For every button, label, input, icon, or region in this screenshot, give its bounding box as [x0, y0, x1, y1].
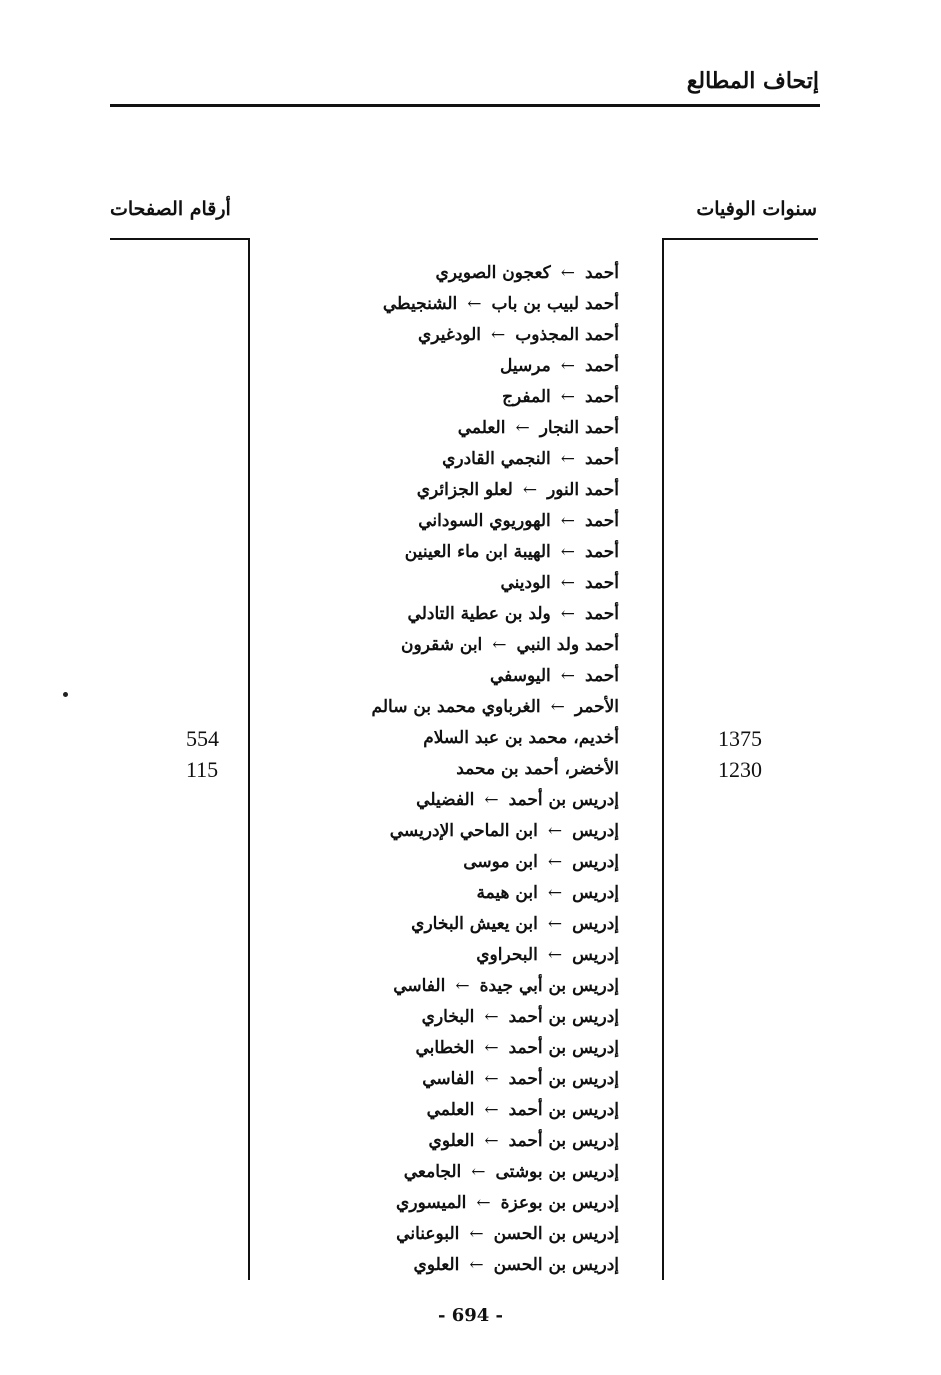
see-arrow-icon: ←	[547, 914, 563, 934]
index-entry	[289, 1188, 619, 1219]
see-arrow-icon: ←	[560, 263, 576, 283]
entry-name: إدريس بن أبي جيدة	[479, 976, 619, 996]
entry-reference: الفضيلي	[416, 790, 475, 810]
entry-reference: الهوريوي السوداني	[418, 511, 551, 531]
see-arrow-icon: ←	[550, 697, 565, 717]
see-arrow-icon: ←	[560, 604, 576, 624]
entry-name: أحمد	[585, 449, 619, 469]
index-entry	[289, 1033, 619, 1064]
see-arrow-icon: ←	[469, 1224, 484, 1244]
entry-reference: ولد بن عطية التادلي	[407, 604, 551, 624]
index-entry	[289, 1250, 619, 1281]
entry-reference: ابن موسى	[463, 852, 538, 872]
see-arrow-icon: ←	[484, 1038, 499, 1058]
entry-name: إدريس	[572, 883, 619, 903]
entry-name: أحمد	[585, 666, 619, 686]
entry-reference: الخطابي	[415, 1038, 475, 1058]
entry-name: أحمد لبيب بن باب	[491, 294, 619, 314]
see-arrow-icon: ←	[560, 573, 576, 593]
entry-reference: الغرباوي محمد بن سالم	[371, 697, 541, 717]
entry-name: أحمد	[585, 604, 619, 624]
entry-reference: لعلو الجزائري	[416, 480, 513, 500]
index-entry	[289, 754, 619, 785]
entry-reference: الوديني	[500, 573, 551, 593]
entry-name: أحمد	[585, 511, 619, 531]
death-year: 1375	[718, 726, 762, 751]
entry-name: إدريس بن بوشتى	[495, 1162, 619, 1182]
entry-name: أحمد	[585, 573, 619, 593]
see-arrow-icon: ←	[484, 790, 499, 810]
margin-dot	[63, 692, 68, 697]
index-entry	[289, 320, 619, 351]
entry-text: الأخضر، أحمد بن محمد	[456, 759, 619, 779]
page-ref: 554	[186, 726, 219, 751]
death-years-header: سنوات الوفيات	[696, 198, 817, 220]
index-entry	[289, 537, 619, 568]
see-arrow-icon: ←	[560, 387, 576, 407]
entry-name: إدريس	[572, 821, 619, 841]
entry-name: إدريس بن أحمد	[508, 790, 619, 810]
see-arrow-icon: ←	[560, 356, 576, 376]
index-entry	[289, 723, 619, 754]
entry-reference: الهيبة ابن ماء العينين	[404, 542, 551, 562]
entry-reference: ابن شقرون	[401, 635, 483, 655]
index-entry	[289, 940, 619, 971]
index-entry	[289, 475, 619, 506]
see-arrow-icon: ←	[547, 852, 563, 872]
entry-reference: اليوسفي	[489, 666, 551, 686]
index-entry	[289, 878, 619, 909]
index-entry	[289, 909, 619, 940]
index-entry	[289, 661, 619, 692]
page-number: - 694 -	[437, 1305, 504, 1326]
entry-name: إدريس	[572, 945, 619, 965]
entry-reference: العلمي	[457, 418, 506, 438]
index-entry	[289, 568, 619, 599]
header-rule	[110, 104, 820, 107]
see-arrow-icon: ←	[560, 511, 576, 531]
entry-reference: الشنجيطي	[382, 294, 458, 314]
index-entry	[289, 413, 619, 444]
index-entry	[289, 258, 619, 289]
entry-name: إدريس بن أحمد	[508, 1131, 619, 1151]
entry-name: إدريس بن أحمد	[508, 1100, 619, 1120]
death-year: 1230	[718, 757, 762, 782]
see-arrow-icon: ←	[484, 1131, 499, 1151]
entry-reference: الميسوري	[396, 1193, 467, 1213]
entry-reference: الفاسي	[393, 976, 446, 996]
see-arrow-icon: ←	[476, 1193, 491, 1213]
page-numbers-header: أرقام الصفحات	[110, 198, 231, 220]
index-entry	[289, 289, 619, 320]
see-arrow-icon: ←	[547, 821, 563, 841]
entry-name: إدريس	[572, 852, 619, 872]
index-entry	[289, 1064, 619, 1095]
right-column-rule	[662, 238, 818, 240]
entry-name: إدريس بن بوعزة	[500, 1193, 619, 1213]
index-entry	[289, 351, 619, 382]
entry-reference: الودغيري	[418, 325, 481, 345]
see-arrow-icon: ←	[560, 449, 576, 469]
index-entry	[289, 847, 619, 878]
entry-reference: العلوي	[428, 1131, 475, 1151]
index-entries	[289, 258, 619, 1281]
entry-name: إدريس بن الحسن	[493, 1255, 619, 1275]
entry-name: الأحمر	[574, 697, 619, 717]
entry-name: أحمد النجار	[539, 418, 619, 438]
see-arrow-icon: ←	[484, 1007, 499, 1027]
see-arrow-icon: ←	[515, 418, 530, 438]
see-arrow-icon: ←	[492, 635, 507, 655]
entry-name: إدريس بن أحمد	[508, 1007, 619, 1027]
index-entry	[289, 1219, 619, 1250]
index-entry	[289, 382, 619, 413]
index-entry	[289, 1157, 619, 1188]
entry-reference: مرسيل	[500, 356, 551, 376]
entry-name: أحمد النور	[547, 480, 619, 500]
entry-reference: البوعناني	[396, 1224, 460, 1244]
entry-reference: البخاري	[421, 1007, 475, 1027]
see-arrow-icon: ←	[547, 883, 563, 903]
index-entry	[289, 785, 619, 816]
see-arrow-icon: ←	[455, 976, 470, 996]
entry-reference: كعجون الصويري	[435, 263, 551, 283]
entry-reference: ابن هيمة	[476, 883, 538, 903]
index-entry	[289, 1095, 619, 1126]
entry-reference: الفاسي	[422, 1069, 475, 1089]
index-entry	[289, 599, 619, 630]
see-arrow-icon: ←	[560, 666, 576, 686]
entry-name: أحمد المجذوب	[515, 325, 619, 345]
index-entry	[289, 1126, 619, 1157]
see-arrow-icon: ←	[560, 542, 576, 562]
page-ref: 115	[186, 757, 219, 782]
see-arrow-icon: ←	[522, 480, 538, 500]
entry-name: أحمد	[585, 263, 619, 283]
entry-reference: العلوي	[413, 1255, 460, 1275]
entry-name: أحمد ولد النبي	[516, 635, 619, 655]
see-arrow-icon: ←	[547, 945, 563, 965]
entry-name: أحمد	[585, 356, 619, 376]
index-entry	[289, 506, 619, 537]
index-entry	[289, 1002, 619, 1033]
entry-name: إدريس بن أحمد	[508, 1038, 619, 1058]
see-arrow-icon: ←	[471, 1162, 486, 1182]
entry-name: أحمد	[585, 387, 619, 407]
entry-reference: البحراوي	[476, 945, 538, 965]
index-entry	[289, 971, 619, 1002]
entry-reference: الجامعي	[403, 1162, 462, 1182]
see-arrow-icon: ←	[484, 1100, 499, 1120]
index-entry	[289, 630, 619, 661]
left-column-divider	[248, 238, 250, 1280]
entry-reference: ابن الماحي الإدريسي	[389, 821, 538, 841]
entry-name: إدريس بن أحمد	[508, 1069, 619, 1089]
see-arrow-icon: ←	[469, 1255, 484, 1275]
index-entry	[289, 816, 619, 847]
see-arrow-icon: ←	[467, 294, 482, 314]
right-column-divider	[662, 238, 664, 1280]
entry-name: أحمد	[585, 542, 619, 562]
entry-reference: ابن يعيش البخاري	[411, 914, 538, 934]
index-entry	[289, 444, 619, 475]
left-column-rule	[110, 238, 250, 240]
entry-reference: المفرج	[502, 387, 551, 407]
see-arrow-icon: ←	[491, 325, 506, 345]
running-head: إتحاف المطالع	[686, 68, 819, 94]
index-entry	[289, 692, 619, 723]
entry-name: إدريس بن الحسن	[493, 1224, 619, 1244]
entry-name: إدريس	[572, 914, 619, 934]
entry-reference: العلمي	[426, 1100, 475, 1120]
entry-reference: النجمي القادري	[442, 449, 551, 469]
see-arrow-icon: ←	[484, 1069, 499, 1089]
entry-text: أخديم، محمد بن عبد السلام	[423, 728, 619, 748]
